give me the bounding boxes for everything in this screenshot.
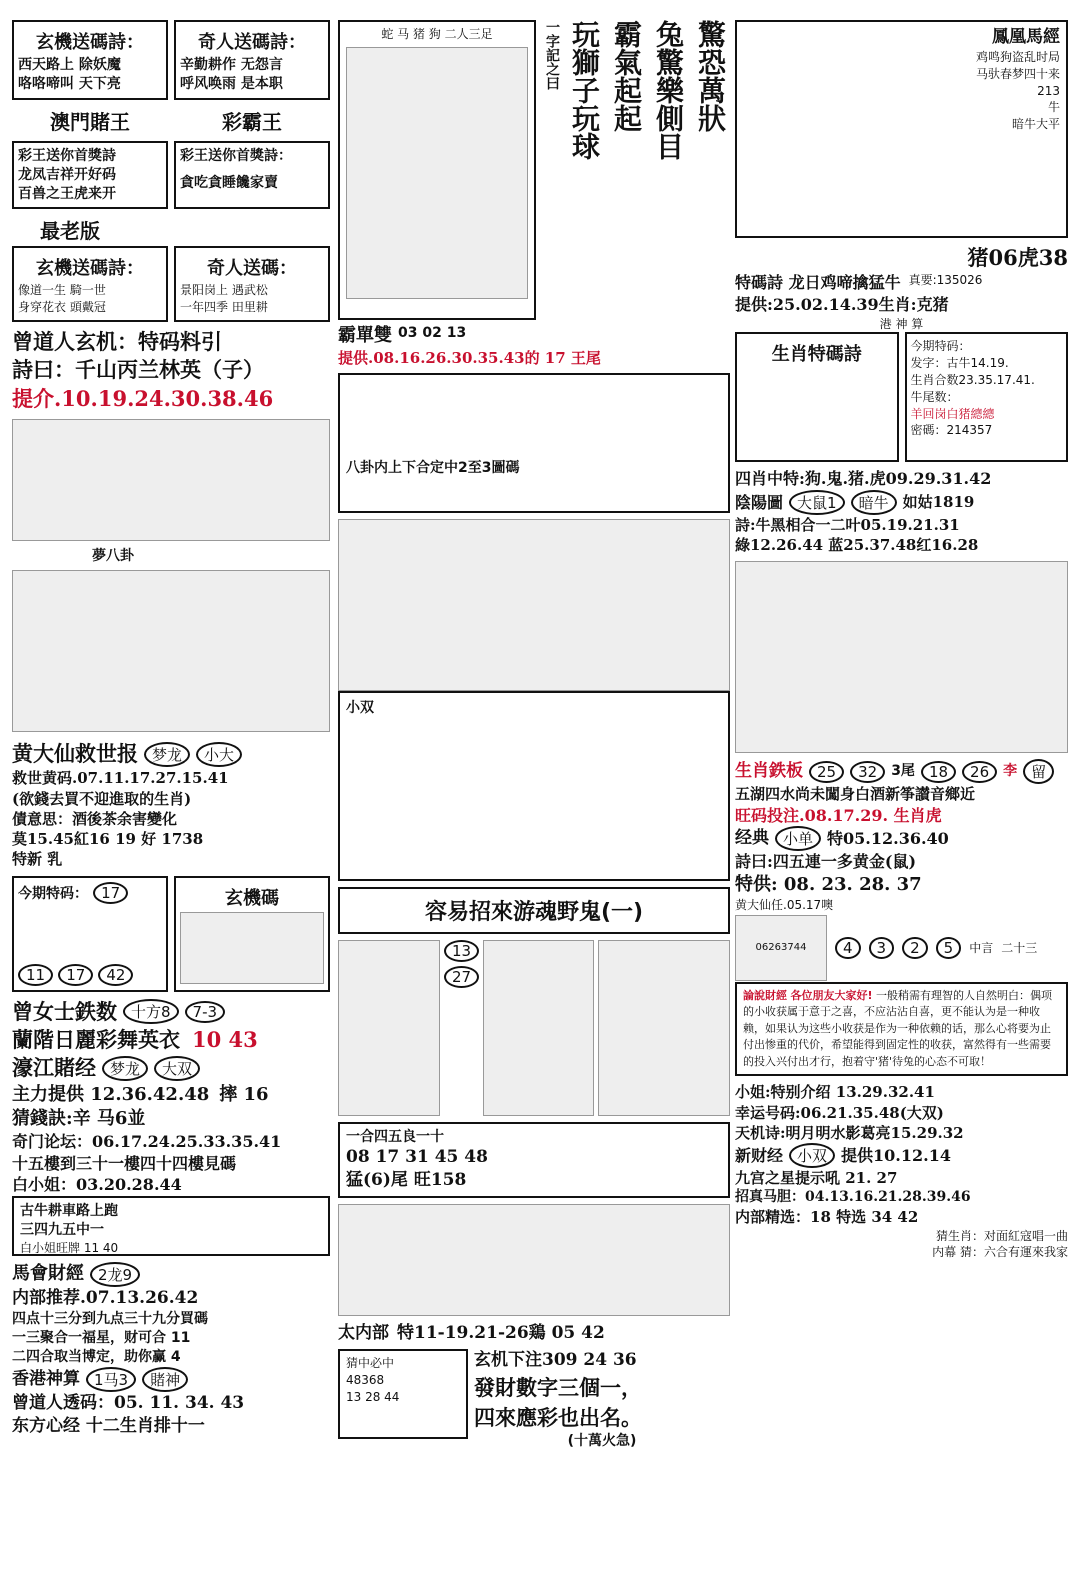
tigong-num: 42 [98,964,133,986]
taiji-num: 44 [793,942,807,954]
tigong-num: 17 [58,964,93,986]
daoren-line: 曾道人玄机：特码料引 [12,329,222,355]
oldest-label: 最老版 [40,219,100,244]
huang-line: 特新 乳 [12,850,63,869]
poem-grid [338,519,730,691]
taiji-num: 37 [781,942,794,954]
jd-nums: 特05.12.36.40 [827,828,949,848]
caishen-tag: 2龙9 [90,1262,140,1287]
guapai-nums: 03 02 13 [398,325,467,341]
fig-label: 牛 [1047,100,1060,115]
mengjue-line: 猜錢訣:辛 马6並 [12,1107,146,1129]
luxi-nums: 10 43 [192,1026,258,1052]
zhu-code: 48368 [346,1373,385,1388]
lingjiang-title: 濠江賭经 [12,1055,96,1081]
ling-tag: 大双 [154,1056,200,1081]
yinyang-title: 陰陽圖 [735,492,784,512]
huang-line: 救世黄码.07.11.17.27.15.41 [12,769,229,788]
poem4-title: 奇人送碼： [207,258,297,280]
poem1-line: 咯咯啼叫 天下亮 [18,75,121,92]
bagua-text: 八卦内上下合定中2至3圖碼 [346,459,520,476]
tip-title: 論說財經 [743,988,787,1002]
title-box [338,887,730,934]
title-text: 容易招來游魂野鬼(一) [424,899,644,925]
zhuli-line: 主力提供 12.36.42.48 [12,1083,210,1105]
jinqi-num: 17 [93,882,128,904]
xiaojie-line: 小姐:特别介绍 13.29.32.41 [735,1083,935,1102]
fa-line: 四來應彩也出名。 [474,1405,642,1431]
zhuli-line2: 摔 16 [219,1083,269,1105]
luxi-line: 蘭階日麗彩舞英衣 [12,1026,180,1052]
fa-line: 發財數字三個一， [474,1375,642,1401]
tigong-line: 提供:25.02.14.39生肖:克猪 [735,294,949,314]
shensuan-label: 港 神 算 [879,316,924,331]
jinqi-line: 密碼：214357 [910,423,993,438]
jinqi-line: 发字：古牛14.19. [910,356,1009,371]
poem-box-3 [12,246,168,322]
zhu-title: 猜中必中 [346,1356,395,1371]
poem4-line: 一年四季 田里耕 [180,300,268,315]
huangdaxian-line: 黄大仙任.05.17噢 [735,898,834,913]
phoenix-box [735,20,1068,238]
caiba-title: 彩霸王 [222,109,282,134]
xianggang-title: 香港神算 [12,1368,80,1389]
jinqi-box [905,332,1069,462]
sx-num2: 26 [962,761,997,783]
louqi-line: 十五樓到三十一樓四十四樓見碼 [12,1153,237,1173]
special-tag: 真要:135026 [908,273,983,288]
tg-line: 特供: 08. 23. 28. 37 [735,873,922,895]
taiji-num: 26 [768,942,781,954]
ox-illustration [12,570,330,732]
huohou-line: 招真马胆：04.13.16.21.28.39.46 [735,1189,971,1206]
poem3-line: 像道一生 騎一世 [18,283,106,298]
red-row: 提供.08.16.26.30.35.43的 17 王尾 [338,349,601,368]
zhu-box [338,1349,468,1439]
shiyue-line: 詩曰：千山丙兰林英（子） [12,357,264,383]
yy-tag: 大鼠1 [789,490,845,515]
table-image [12,419,330,541]
xuanji-figure [180,912,324,984]
right-column [735,20,1068,1261]
poem1-line: 西天路上 除妖魔 [18,57,121,73]
jin-line2: 猛(6)尾 旺158 [346,1170,467,1191]
huang-line: (欲錢去買不迎進取的生肖) [12,789,192,808]
bai-sub: 白小姐旺牌 11 40 [20,1240,119,1255]
taiji-num: 06 [755,942,769,954]
poem2-title: 奇人送碼詩： [198,32,306,53]
shi2-line: 詩曰:四五連一多黄金(鼠) [735,852,917,872]
cw-box-1 [12,141,168,210]
macau-title: 澳門賭王 [50,109,130,134]
left-column [12,20,330,1437]
image-caption: 蛇 马 猪 狗 二人三足 [381,27,493,41]
caishen-title: 馬會財經 [12,1263,84,1285]
bai-line: 白小姐：03.20.28.44 [12,1175,182,1195]
huangdaxian-title: 黄大仙救世报 [12,740,138,766]
mengba-label: 夢八卦 [92,548,134,565]
poem3-line: 身穿花衣 頭戴冠 [18,300,106,315]
middle-column [338,20,730,1451]
poem-box-1 [12,20,168,100]
bagua-box [338,373,730,513]
caishengyi-line: 猜生肖：对面紅寇唱一曲 [935,1228,1068,1243]
bai-sub: 三四九五中一 [20,1221,104,1238]
huang-tag: 梦龙 [144,742,190,767]
tip-hello: 各位朋友大家好! [790,988,873,1002]
sx-num2: 18 [921,761,956,783]
dongfang-line: 东方心经 十二生肖排十一 [12,1415,205,1436]
taiji-area [338,1204,730,1316]
jinqi-line: 羊回岗白猪總總 [910,406,995,421]
bottom-left: 太内部 [338,1323,389,1344]
poem1-title: 玄機送碼詩： [36,32,144,53]
cw1-title: 彩王送你首獎詩 [18,147,116,164]
vertical-4: 驚恐萬狀 [694,20,727,132]
phoenix-title: 鳳凰馬經 [992,27,1060,47]
special-line: 特碼詩 龙日鸡啼擒猛牛 [735,273,901,293]
vertical-1: 玩獅子玩球 [568,20,601,160]
jinqi-line: 生肖合数23.35.17.41. [910,372,1035,387]
ball-2: 2 [902,937,928,959]
taiji-image [735,915,827,981]
code-line: 猪06虎38 [967,245,1068,270]
poem2-line: 辛勤耕作 无怨言 [180,57,283,73]
nvjiao-tag: 十方8 [123,999,179,1024]
phoenix-line: 马驮春梦四十来 [975,66,1060,81]
yy-tag3: 如姑1819 [902,493,975,512]
sishi-line: 二四合取当博定，助你赢 4 [12,1348,181,1365]
landscape-image [598,940,730,1116]
phoenix-num: 213 [1037,83,1060,98]
jinqi-box [12,876,168,992]
zhuan-line: 玄机下注309 24 36 [474,1350,637,1371]
sx-box [735,332,899,462]
tigong-line: 提介.10.19.24.30.38.46 [12,385,274,411]
tigong-num: 11 [18,964,53,986]
shengxiao-tag: 小双 [346,699,374,716]
sishi-line: 一三聚合一福星，财可合 11 [12,1329,191,1346]
poem3-title: 玄機送碼詩： [36,258,144,280]
siyu-line: 四肖中特:狗.鬼.猪.虎09.29.31.42 [735,469,992,489]
lion-image-box [338,20,536,320]
sx-ch: 李 [1003,763,1018,780]
columns-box [338,691,730,881]
sx-title: 生肖特碼詩 [771,344,862,366]
nvjiao-title: 曾女士鉄数 [12,998,117,1024]
lion-illustration [346,47,528,299]
ball-5: 5 [936,937,962,959]
huang-line: 莫15.45紅16 19 好 1738 [12,830,204,849]
xc-nums: 提供10.12.14 [841,1145,951,1165]
ball-4: 4 [835,937,861,959]
huang-tag: 小大 [196,742,242,767]
shi-line: 詩:牛黑相合一二叶05.19.21.31 [735,515,960,534]
sx-num: 32 [850,761,885,783]
small-vertical: 一字記之曰 [544,20,560,90]
box-num: 13 [444,940,479,962]
poem2-line: 呼风唤雨 是本职 [180,75,283,92]
poem-box-4 [174,246,330,322]
jin-nums: 08 17 31 45 48 [346,1147,488,1168]
cw2-line: 貪吃貪睡饞家賣 [180,174,278,191]
guanyin-image [338,940,440,1116]
five-line: 五湖四水尚未闖身白酒新筝讃音鄉近 [735,785,976,804]
bai-box [12,1196,330,1256]
fig-sub: 暗牛大平 [1011,117,1060,132]
neibu-line: 内部精选：18 特选 34 42 [735,1208,919,1227]
ox-drawing [735,561,1068,753]
jiugong-line: 九宫之星提示吼 21. 27 [735,1169,898,1188]
jinqi-code: 今期特码： [910,339,971,354]
box-num: 27 [444,966,479,988]
sx-num: 25 [809,761,844,783]
sx-liu: 留 [1023,759,1054,784]
bottom-nums: 特11-19.21-26鶏 05 42 [397,1323,605,1344]
poem4-line: 景阳岗上 遇武松 [180,283,268,298]
xg-tag: 1马3 [86,1367,136,1392]
wangma-line: 旺码投注.08.17.29. 生肖虎 [735,805,942,825]
yy-tag: 暗牛 [851,490,897,515]
xincai-title: 新财经 [735,1145,784,1165]
jin-title: 一合四五良一十 [346,1128,444,1145]
cw2-title: 彩王送你首獎詩： [180,147,292,164]
xuanji-box [174,876,330,992]
poem-box-2 [174,20,330,100]
jinqi-title: 今期特码： [18,885,88,902]
ball-3: 3 [869,937,895,959]
guapai-title: 霸單雙 [338,325,392,346]
huang-line: 債意思：酒後茶余害變化 [12,809,178,828]
xg-tag: 賭神 [142,1367,188,1392]
shengxiao-title: 生肖鉄板 [735,761,803,782]
zhu-nums: 13 28 44 [346,1389,400,1404]
vertical-2: 霸氣起起 [610,20,643,132]
tip-box [735,982,1068,1077]
zhong-label: 中言 [969,940,994,955]
sx-3: 3尾 [891,763,915,780]
green-line: 綠12.26.44 蓝25.37.48红16.28 [735,536,979,555]
tianji-line: 天机诗:明月明水影葛亮15.29.32 [735,1123,964,1142]
bai-sub: 古牛耕車路上跑 [20,1202,118,1219]
caishen-nums: 内部推荐.07.13.26.42 [12,1287,199,1308]
jingdian-title: 经典 [735,828,769,849]
xingyun-line: 幸运号码:06.21.35.48(大双) [735,1103,944,1122]
neimu-line: 内幕 猜：六合有運來我家 [932,1245,1068,1260]
ling-tag: 梦龙 [102,1056,148,1081]
tip-text: 一般稍需有理智的人自然明白：偶项的小收获属于意于之喜，不应沾沾自喜，更不能认为是一种收赖，如果认为这些小收获是作为一种依赖的话，那么心将要为止付出惨重的代价，希望能得到固定性的收获，富然得有一些需要的投入兴付出才行，抱着守'猪'待兔的心态不可取！ [743,988,1053,1068]
zengdao-line: 曾道人透码：05. 11. 34. 43 [12,1392,245,1413]
sansi-label: 二十三 [1001,940,1038,955]
text-block [483,940,594,1116]
cw1-line: 龙凤吉祥开好码 [18,166,116,183]
xincai-tag: 小双 [789,1143,835,1168]
jin-box [338,1122,730,1199]
cw-box-2 [174,141,330,210]
sishi-title: 四点十三分到九点三十九分買碼 [12,1310,208,1327]
cw1-line: 百兽之王虎来开 [18,185,116,202]
vertical-3: 兔驚樂側目 [652,20,685,160]
xuanji-code: 玄機碼 [225,887,279,909]
qimen-line: 奇门论坛：06.17.24.25.33.35.41 [12,1132,282,1152]
jinqi-line: 牛尾数： [910,389,959,404]
jd-tag: 小单 [775,826,821,851]
nvjiao-tag: 7-3 [185,1001,226,1023]
fa-line: (十萬火急) [567,1433,637,1450]
phoenix-line: 鸡鸣狗盗乱时局 [975,49,1060,64]
